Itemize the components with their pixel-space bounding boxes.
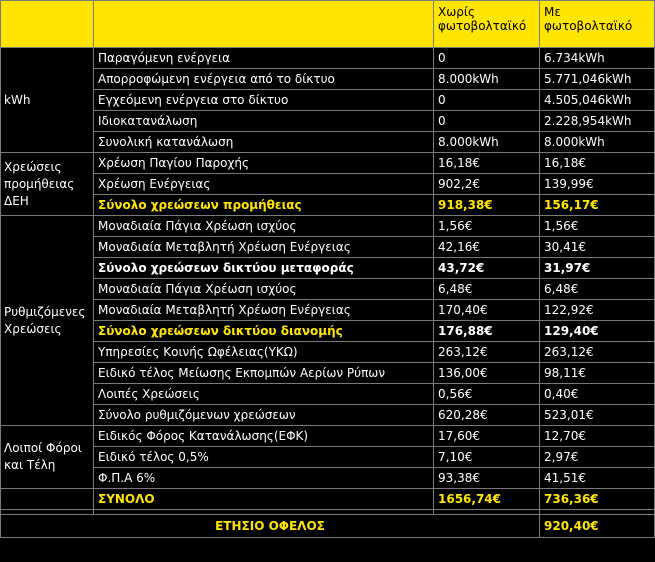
value-with: 156,17€ bbox=[540, 195, 655, 216]
table-row bbox=[1, 111, 655, 132]
group-deh: Χρεώσεις προμήθειας ΔΕΗ bbox=[1, 153, 94, 216]
value-without: 7,10€ bbox=[434, 447, 540, 468]
value-with: 263,12€ bbox=[540, 342, 655, 363]
value-with: 4.505,046kWh bbox=[540, 90, 655, 111]
value-with: 122,92€ bbox=[540, 300, 655, 321]
row-label: Σύνολο χρεώσεων προμήθειας bbox=[94, 195, 434, 216]
value-with: 6,48€ bbox=[540, 279, 655, 300]
header-with-pv: Με φωτοβολταϊκό bbox=[540, 1, 655, 48]
value-with: 129,40€ bbox=[540, 321, 655, 342]
group-kwh: kWh bbox=[1, 48, 94, 153]
value-without: 8.000kWh bbox=[434, 69, 540, 90]
value-without: 17,60€ bbox=[434, 426, 540, 447]
table-row bbox=[1, 426, 655, 447]
row-label: Μοναδιαία Μεταβλητή Χρέωση Ενέργειας bbox=[94, 300, 434, 321]
value-without: 0 bbox=[434, 111, 540, 132]
total-with: 736,36€ bbox=[540, 489, 655, 510]
row-label: Ειδικό τέλος Μείωσης Εκπομπών Αερίων Ρύπων bbox=[94, 363, 434, 384]
row-label: Απορροφώμενη ενέργεια από το δίκτυο bbox=[94, 69, 434, 90]
value-with: 12,70€ bbox=[540, 426, 655, 447]
subtotal-row bbox=[1, 321, 655, 342]
table-row bbox=[1, 342, 655, 363]
value-without: 43,72€ bbox=[434, 258, 540, 279]
table-row bbox=[1, 153, 655, 174]
table-row bbox=[1, 48, 655, 69]
value-with: 1,56€ bbox=[540, 216, 655, 237]
value-with: 98,11€ bbox=[540, 363, 655, 384]
row-label: Παραγόμενη ενέργεια bbox=[94, 48, 434, 69]
total-blank bbox=[1, 489, 94, 510]
value-without: 263,12€ bbox=[434, 342, 540, 363]
value-without: 902,2€ bbox=[434, 174, 540, 195]
value-without: 42,16€ bbox=[434, 237, 540, 258]
table-row bbox=[1, 405, 655, 426]
row-label: Ιδιοκατανάλωση bbox=[94, 111, 434, 132]
row-label: Ειδικό τέλος 0,5% bbox=[94, 447, 434, 468]
table-row bbox=[1, 69, 655, 90]
row-label: Μοναδιαία Πάγια Χρέωση ισχύος bbox=[94, 216, 434, 237]
value-without: 0,56€ bbox=[434, 384, 540, 405]
value-with: 5.771,046kWh bbox=[540, 69, 655, 90]
table-row bbox=[1, 174, 655, 195]
row-label: Ειδικός Φόρος Κατανάλωσης(ΕΦΚ) bbox=[94, 426, 434, 447]
header-row bbox=[1, 1, 655, 48]
row-label: Μοναδιαία Πάγια Χρέωση ισχύος bbox=[94, 279, 434, 300]
value-without: 1,56€ bbox=[434, 216, 540, 237]
group-regulated: Ρυθμιζόμενες Χρεώσεις bbox=[1, 216, 94, 426]
value-without: 93,38€ bbox=[434, 468, 540, 489]
value-without: 8.000kWh bbox=[434, 132, 540, 153]
value-with: 6.734kWh bbox=[540, 48, 655, 69]
row-label: Εγχεόμενη ενέργεια στο δίκτυο bbox=[94, 90, 434, 111]
row-label: Σύνολο ρυθμιζόμενων χρεώσεων bbox=[94, 405, 434, 426]
table-row bbox=[1, 216, 655, 237]
value-without: 918,38€ bbox=[434, 195, 540, 216]
value-with: 8.000kWh bbox=[540, 132, 655, 153]
row-label: Φ.Π.Α 6% bbox=[94, 468, 434, 489]
group-other-taxes: Λοιποί Φόροι και Τέλη bbox=[1, 426, 94, 489]
annual-benefit-label: ΕΤΗΣΙΟ ΟΦΕΛΟΣ bbox=[1, 515, 540, 538]
benefit-row bbox=[1, 515, 655, 538]
row-label: Χρέωση Ενέργειας bbox=[94, 174, 434, 195]
row-label: Σύνολο χρεώσεων δικτύου διανομής bbox=[94, 321, 434, 342]
value-without: 136,00€ bbox=[434, 363, 540, 384]
value-without: 0 bbox=[434, 90, 540, 111]
table-row bbox=[1, 384, 655, 405]
table-row bbox=[1, 300, 655, 321]
value-with: 30,41€ bbox=[540, 237, 655, 258]
header-blank bbox=[94, 1, 434, 48]
value-with: 139,99€ bbox=[540, 174, 655, 195]
value-with: 523,01€ bbox=[540, 405, 655, 426]
table-row bbox=[1, 468, 655, 489]
value-with: 2,97€ bbox=[540, 447, 655, 468]
table-row bbox=[1, 132, 655, 153]
value-without: 176,88€ bbox=[434, 321, 540, 342]
value-without: 170,40€ bbox=[434, 300, 540, 321]
row-label: Σύνολο χρεώσεων δικτύου μεταφοράς bbox=[94, 258, 434, 279]
table-row bbox=[1, 237, 655, 258]
value-with: 16,18€ bbox=[540, 153, 655, 174]
subtotal-row bbox=[1, 258, 655, 279]
value-without: 620,28€ bbox=[434, 405, 540, 426]
value-with: 41,51€ bbox=[540, 468, 655, 489]
table-row bbox=[1, 447, 655, 468]
row-label: Υπηρεσίες Κοινής Ωφέλειας(ΥΚΩ) bbox=[94, 342, 434, 363]
annual-benefit-value: 920,40€ bbox=[540, 515, 655, 538]
value-without: 6,48€ bbox=[434, 279, 540, 300]
value-with: 31,97€ bbox=[540, 258, 655, 279]
value-without: 0 bbox=[434, 48, 540, 69]
table-row bbox=[1, 90, 655, 111]
table-row bbox=[1, 279, 655, 300]
value-with: 2.228,954kWh bbox=[540, 111, 655, 132]
total-row bbox=[1, 489, 655, 510]
row-label: Χρέωση Παγίου Παροχής bbox=[94, 153, 434, 174]
subtotal-row bbox=[1, 195, 655, 216]
total-label: ΣΥΝΟΛΟ bbox=[94, 489, 434, 510]
header-without-pv: Χωρίς φωτοβολταϊκό bbox=[434, 1, 540, 48]
row-label: Μοναδιαία Μεταβλητή Χρέωση Ενέργειας bbox=[94, 237, 434, 258]
row-label: Συνολική κατανάλωση bbox=[94, 132, 434, 153]
value-without: 16,18€ bbox=[434, 153, 540, 174]
value-with: 0,40€ bbox=[540, 384, 655, 405]
total-without: 1656,74€ bbox=[434, 489, 540, 510]
row-label: Λοιπές Χρεώσεις bbox=[94, 384, 434, 405]
table-row bbox=[1, 363, 655, 384]
header-blank bbox=[1, 1, 94, 48]
